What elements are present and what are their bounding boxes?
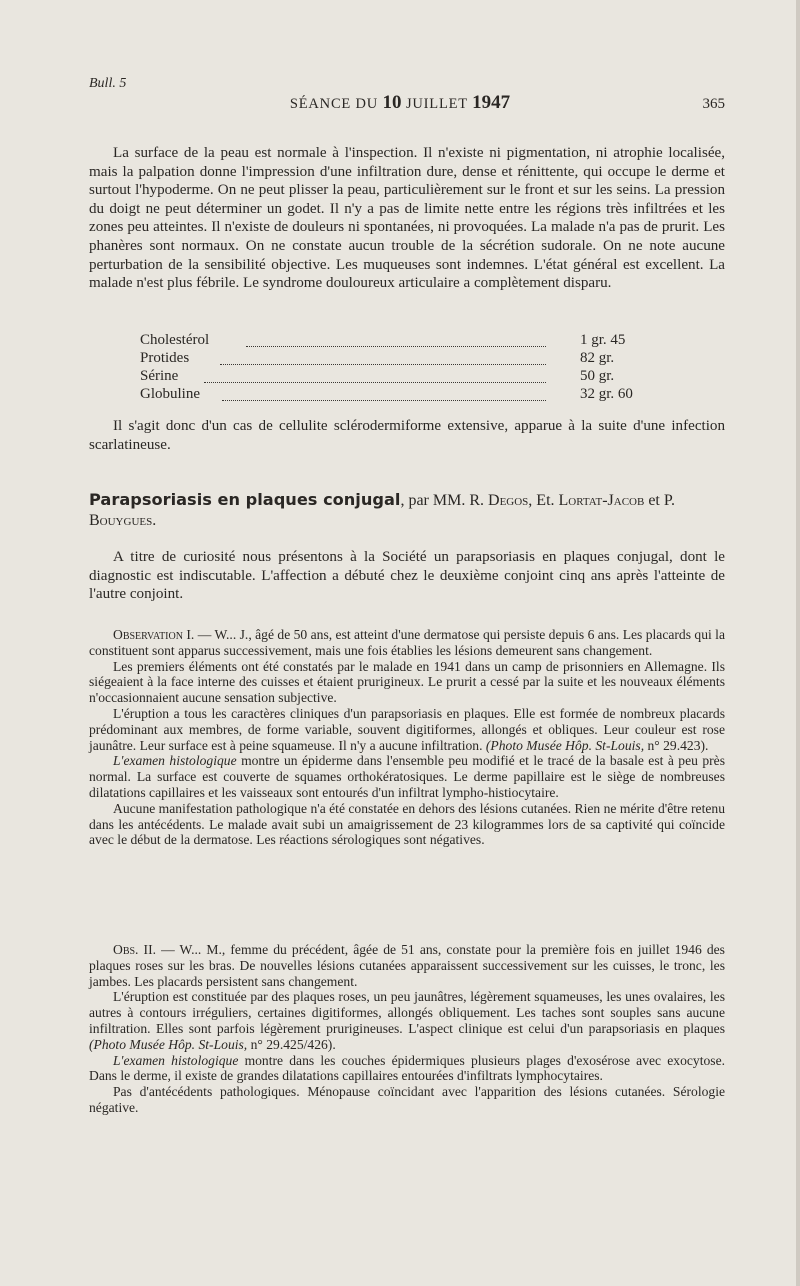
author-name: Degos xyxy=(488,492,529,509)
paragraph xyxy=(89,942,725,989)
author-initial: Et. xyxy=(536,492,555,509)
lab-label: Sérine xyxy=(140,368,179,384)
author-separator: , xyxy=(528,492,533,509)
emphasis: L'examen histologique xyxy=(113,753,237,769)
emphasis: L'examen histologique xyxy=(113,1052,239,1068)
paragraph: La surface de la peau est normale à l'inspection. Il n'existe ni pigmentation, ni atrophie localisée, mais la palpation donne l'impression d'une infiltration dure, dense et rénittente, qui occupe le derme et surtout l'hypoderme. On ne peut plisser la peau, particulièrement sur le front et sur les seins. La pression du doigt ne peut déterminer un godet. Il n'y a pas de limite nette entre les régions très infiltrées et les zones peu atteintes. Il n'existe de douleurs ni spontanées, ni provoquées. La malade n'a pas de prurit. Les phanères sont normaux. On ne constate aucun trouble de la sécrétion sudorale. On ne note aucune perturbation de la sensibilité objective. Les muqueuses sont indemnes. L'état général est excellent. La malade n'est plus fébrile. Le syndrome douloureux articulaire a complètement disparu. xyxy=(89,145,725,292)
paragraph-text: L'éruption a tous les caractères cliniques d'un parapsoriasis en plaques. Elle est formée de nombreux placards prédominant aux membres, de forme variable, souvent digitiformes, allongés et obliques. Leur couleur est rose jaunâtre. Leur surface est à peine squameuse. Il n'y a aucune infiltration. xyxy=(89,705,725,753)
article-title-block xyxy=(89,490,725,531)
page-number: 365 xyxy=(702,96,725,112)
running-head xyxy=(0,92,800,114)
paragraph xyxy=(89,753,725,800)
journal-reference: Bull. 5 xyxy=(89,76,127,91)
running-head-text: SÉANCE DU xyxy=(289,96,379,112)
paragraph xyxy=(89,627,725,659)
lab-value: 50 gr. xyxy=(580,368,615,384)
author-name: Lortat-Jacob xyxy=(558,492,645,509)
photo-number: n° 29.425/426). xyxy=(250,1036,336,1052)
observation-2 xyxy=(89,942,725,1116)
introduction xyxy=(89,548,725,604)
photo-reference: (Photo Musée Hôp. St-Louis, xyxy=(485,737,645,753)
observation-heading: Obs. II. xyxy=(113,942,156,957)
article-title: Parapsoriasis en plaques conjugal xyxy=(89,490,401,509)
running-head-month: JUILLET xyxy=(405,96,468,112)
paragraph: Pas d'antécédents pathologiques. Ménopause coïncidant avec l'apparition des lésions cutanées. Sérologie négative. xyxy=(89,1084,725,1115)
observation-1 xyxy=(89,627,725,848)
lab-label: Protides xyxy=(140,350,190,366)
paragraph xyxy=(89,706,725,753)
paragraph-text: montre un épiderme dans l'ensemble peu modifié et le tracé de la basale est à peu près normal. La surface est couverte de squames orthokératosiques. Le derme papillaire est le siège de nombreuses dilatations capillaires et les vaisseaux sont entourés d'un infiltrat lympho-histiocytaire. xyxy=(89,753,725,800)
lab-value: 1 gr. 45 xyxy=(580,332,626,348)
leader-dots xyxy=(220,364,546,365)
paragraph-text: — W... M., femme du précédent, âgée de 51 ans, constate pour la première fois en juillet 1946 des plaques roses sur les bras. De nouvelles lésions cutanées apparaissent successivement sur les cuisses, le tronc, les jambes. Les placards persistent sans changement. xyxy=(89,942,725,989)
byline-prefix: , par MM. xyxy=(400,492,466,509)
paragraph-text: montre dans les couches épidermiques plusieurs plages d'exosérose avec exocytose. Dans le derme, il existe de grandes dilatations capillaires entourées d'infiltrats lymphocytaires. xyxy=(89,1052,725,1084)
leader-dots xyxy=(222,400,546,401)
leader-dots xyxy=(246,346,546,347)
photo-reference: (Photo Musée Hôp. St-Louis, xyxy=(89,1036,248,1052)
lab-label: Globuline xyxy=(140,386,200,402)
lab-value: 82 gr. xyxy=(580,350,615,366)
conclusion xyxy=(89,417,725,454)
author-conjunction: et P. xyxy=(648,492,675,509)
paragraph xyxy=(89,1053,725,1085)
lab-value: 32 gr. 60 xyxy=(580,386,633,402)
running-head-year: 1947 xyxy=(472,92,511,113)
observation-heading: Observation I. xyxy=(113,627,195,642)
paragraph: Il s'agit donc d'un cas de cellulite sclérodermiforme extensive, apparue à la suite d'une infection scarlatineuse. xyxy=(89,418,725,453)
paragraph xyxy=(89,989,725,1052)
paragraph: Aucune manifestation pathologique n'a été constatée en dehors des lésions cutanées. Rien ne mérite d'être retenu dans les antécédents. Le malade avait subi un amaigrissement de 23 kilogrammes lors de sa captivité qui coïncide avec le début de la dermatose. Les réactions sérologiques sont négatives. xyxy=(89,800,725,848)
photo-number: n° 29.423). xyxy=(647,737,709,753)
case-description xyxy=(89,144,725,293)
author-initial: R. xyxy=(469,492,485,509)
lab-label: Cholestérol xyxy=(140,332,210,348)
paragraph: Les premiers éléments ont été constatés par le malade en 1941 dans un camp de prisonniers en Allemagne. Ils siégeaient à la face interne des cuisses et étaient prurigineux. Le prurit a cessé par la suite et les nouveaux éléments n'occasionnaient aucune sensation subjective. xyxy=(89,658,725,706)
paragraph-text: — W... J., âgé de 50 ans, est atteint d'une dermatose qui persiste depuis 6 ans. Les placards qui la constituent sont apparus successivement, mais une fois établies les lésions demeurent sans changement. xyxy=(89,627,725,658)
paragraph: A titre de curiosité nous présentons à la Société un parapsoriasis en plaques conjugal, dont le diagnostic est indiscutable. L'affection a débuté chez le deuxième conjoint cinq ans après l'atteinte de l'autre conjoint. xyxy=(89,549,725,603)
page-edge xyxy=(796,0,800,1286)
leader-dots xyxy=(204,382,546,383)
author-name: Bouygues xyxy=(89,512,153,529)
running-head-day: 10 xyxy=(382,92,402,113)
byline-end: . xyxy=(152,512,157,529)
paragraph-text: L'éruption est constituée par des plaques roses, un peu jaunâtres, légèrement squameuses, les unes ovalaires, les autres à contours irréguliers, certaines digitiformes, allongés obliquement. Les taches sont souples sans aucune infiltration. Elles sont parfois légèrement prurigineuses. L'aspect clinique est celui d'un parapsoriasis en plaques xyxy=(89,989,725,1036)
